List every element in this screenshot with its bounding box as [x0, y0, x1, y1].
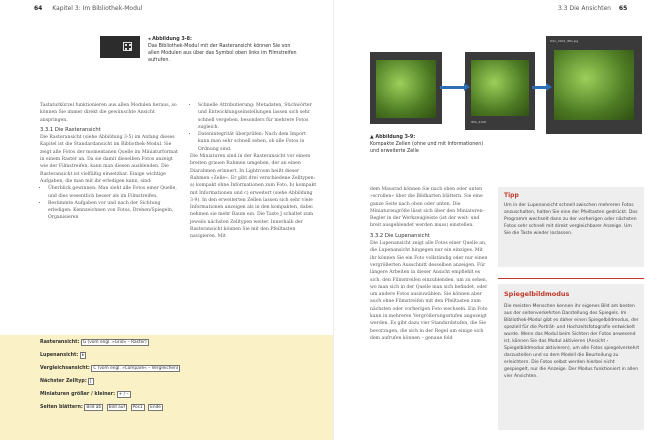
left-chapter-title: Kapitel 3: Im Bibliothek-Modul — [52, 5, 143, 12]
shortcut-row: Seiten blättern: Bild ab Bild auf Pos1 Ende — [40, 405, 161, 410]
left-column-1 — [40, 102, 182, 222]
tip-text: Um in der Lupenansicht schnell zwischen mehreren Fotos anzuschalten, halten Sie eine der Pfeiltasten gedrückt. Das Programm wechselt dann zu der vorherigen oder nächsten Fotos sehr schnell mit direkt vergleichbarer Anzeige. Um Sie die Taste wieder loslassen. — [504, 203, 638, 236]
bullet-list-1 — [40, 185, 182, 221]
shortcut-row: Rasteransicht: G (vom engl. »Grid« – Raster) — [40, 340, 147, 345]
bullet-item: • Schnelle Attributierung: Metadaten, Stichwörter und Entwicklungseinstellungen lassen sich sehr schnell vergeben, besonders für mehrere Fotos zugleich. — [198, 102, 318, 131]
bullet-item: • Überblick gewinnen: Man sieht alle Fotos einer Quelle, und dies wesentlich besser als im Filmstreifen. — [48, 185, 182, 200]
shortcut-box — [0, 335, 334, 440]
arrow-icon — [440, 86, 464, 89]
grid-view-icon — [123, 42, 132, 51]
right-page-header — [558, 5, 627, 12]
right-section-title: 3.3 Die Ansichten — [558, 5, 611, 12]
compact-cell-info — [465, 52, 535, 130]
intro-paragraph: Tastaturkürzel funktionieren aus allen Modulen heraus, so können Sie immer direkt die gewünschte Ansicht anspringen. — [40, 103, 177, 123]
shortcut-row: Lupenansicht: E — [40, 353, 85, 358]
left-page-header — [34, 5, 142, 12]
cell-header: DSC_0001_IMG.jpg — [550, 39, 579, 43]
fern-photo — [376, 60, 436, 118]
cells-paragraph: Die Miniaturen sind in der Rasteransicht vor einem breiten grauen Rahmen umgeben, der an einen Diarahmen erinnert. In Lightroom heißt dieser Rahmen »Zelle«. Er gibt drei verschiedene Zelltypen: a) kompakt ohne Informationen zum Foto, b) kompakt mit Informationen und c) erweitert (siehe Abbildung 3-9). In den erweiterten Zellen lassen sich sehr viele Informationen anzeigen als in den kompakten, dabei nehmen sie mehr Raum ein. Die Taste J schaltet zum jeweils nächsten Zelltypen weiter. Innerhalb der Rasteransicht können Sie mit den Pfeiltasten navigieren. Mit — [190, 154, 317, 240]
fern-photo — [471, 60, 529, 116]
bullet-item: • Bestimmte Aufgaben vor und nach der Sichtung erledigen: Kennzeichnen von Fotos, Drehen/Spiegeln, Organisieren — [48, 200, 182, 222]
lupe-paragraph: Die Lupenansicht zeigt alle Fotos einer Quelle an, die Lupenansicht hingegen nur ein einziges. Mit ihr können Sie ein Foto vollständig oder nur einen vergrößerten Ausschnitt desselben anzeigen. Für längere Arbeiten in dieser Ansicht empfiehlt es sich, den Filmstreifen einzublenden, um zu sehen, wo man sich in der Quelle man sich befindet, oder um andere Fotos auszuwählen. Sie können aber auch ohne Filmstreifen mit den Pfeiltasten zum nächsten oder vorherigen Foto wechseln. Ein Foto kann in mehreren Vergrößerungsstufen angezeigt werden. Es gibt dazu vier Standardstufen, die Sie bevorzugen, die sich in der Regel um einige sich dem aufrufen können – genaue fold — [370, 241, 488, 341]
figure-3-9-text: Kompakte Zellen (ohne und mit Informationen) und erweiterte Zelle — [370, 142, 484, 154]
section-heading-lupe: 3.3.2 Die Lupenansicht — [370, 232, 430, 239]
mirror-mode-box — [498, 284, 644, 430]
compact-cell-plain — [370, 52, 442, 124]
arrow-icon — [532, 86, 546, 89]
figure-3-8-text: Das Bibliothek-Modul mit der Rasteransicht können Sie von allen Modulen aus über das Symbol oben links im Filmstreifen aufrufen. — [148, 44, 297, 63]
mirror-mode-text: Die meisten Menschen kennen ihr eigenes Bild am besten aus der seitenverkehrten Darstellung des Spiegels. Im Bibliothek-Modul gibt es daher einen Spiegelbildmodus, der speziell für die Porträt- und Hochzeitsfotografie entwickelt wurde. Wenn das Modul beim Sichten der Fotos anwesend ist, können Sie das Modul aktivieren (Ansicht › Spiegelbildmodus aktivieren), um alle Fotos spiegelverkehrt darzustellen und so dem Modell die Beurteilung zu erleichtern. Die Fotos selbst werden hierbei nicht gespiegelt, nur die Anzeige. Der Modus funktioniert in allen vier Ansichten. — [504, 304, 640, 379]
left-page-number: 64 — [34, 5, 43, 12]
tip-title: Tipp — [504, 192, 519, 199]
scroll-paragraph: dem Mausrad können Sie nach oben oder unten »scrollen« über die Bildkarten blättern. Sie eine ganze Seite nach oben oder unten. Die Miniaturengröße lässt sich über den Miniaturen-Regler in der Werkzeugleiste (ist der weit- und breit ausgeblendet werden muss) einstellen. — [370, 187, 485, 229]
mirror-mode-title: Spiegelbildmodus — [504, 290, 570, 298]
section-heading-raster: 3.3.1 Die Rasteransicht — [40, 126, 101, 133]
tip-box — [498, 187, 644, 267]
figure-3-8-caption: ◂ Abbildung 3-8: Das Bibliothek-Modul mit der Rasteransicht können Sie von allen Modulen aus über das Symbol oben links im Filmstreifen aufrufen. — [148, 37, 297, 63]
section-divider — [498, 278, 644, 279]
figure-3-9-caption: ▲ Abbildung 3-9: Kompakte Zellen (ohne und mit Informationen) und erweiterte Zelle — [370, 135, 484, 154]
right-column-1 — [370, 186, 490, 342]
shortcut-row: Nächster Zelltyp: J — [40, 379, 92, 384]
right-page-number: 65 — [618, 5, 628, 12]
expanded-cell — [546, 36, 642, 134]
cell-filename: IMG_4108 — [471, 120, 486, 124]
right-page — [334, 0, 668, 440]
shortcut-row: Vergleichsansicht: C (vom engl. »Compare« – Vergleichen) — [40, 366, 179, 371]
bullet-item: • Datenintegrität überprüfen: Nach dem Import kann man sehr schnell sehen, ob alle Fotos in Ordnung sind. — [198, 131, 318, 153]
shortcut-row: Miniaturen größer / kleiner: + / – — [40, 392, 129, 397]
raster-paragraph: Die Rasteransicht (siehe Abbildung 3-5) im Anfang dieses Kapitel ist die Standardansicht im Bibliothek-Modul. Sie zeigt alle Fotos der momentanen Quelle im Miniaturformat in einem Raster an. Da sie damit dieselben Fotos anzeigt wie der Filmstreifen, kann man diesen ausblenden. Die Rasteransicht ist vielfältig einsetzbar. Einige wichtige Aufgaben, die man mit ihr erledigen kann, sind: — [40, 135, 178, 184]
figure-3-8-label: Abbildung 3-8: — [152, 37, 192, 42]
bullet-list-2 — [190, 102, 318, 153]
fern-photo — [554, 50, 634, 120]
filmstrip-screenshot — [100, 36, 140, 58]
figure-3-9-label: Abbildung 3-9: — [375, 135, 416, 140]
left-column-2 — [190, 102, 318, 241]
